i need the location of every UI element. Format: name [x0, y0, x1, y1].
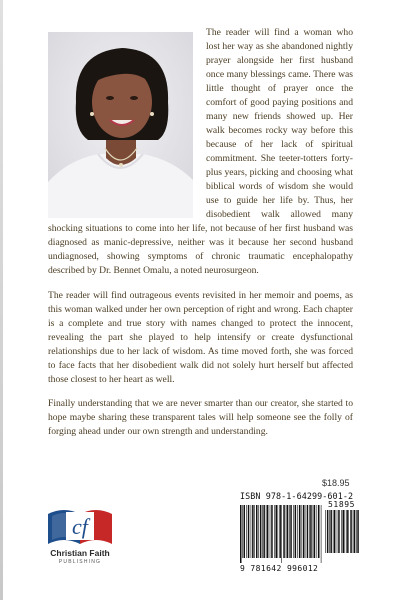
barcode-bar	[338, 510, 340, 553]
barcode-supplement-bars	[325, 510, 359, 558]
publisher-subtitle: PUBLISHING	[58, 559, 102, 565]
barcode-bar	[348, 510, 349, 553]
barcode-bar	[270, 505, 271, 558]
back-cover-blurb	[48, 26, 353, 450]
barcode-bar	[350, 510, 352, 553]
barcode-bar	[271, 505, 273, 558]
barcode-bar	[327, 510, 329, 553]
barcode-number: 9 781642 996012	[240, 564, 319, 573]
barcode-bar	[279, 505, 281, 558]
barcode-bar	[256, 505, 258, 558]
barcode-main-bars	[240, 505, 322, 563]
barcode-bar	[301, 505, 302, 558]
barcode-bar	[330, 510, 332, 553]
barcode-bar	[314, 505, 316, 558]
barcode-bar	[240, 505, 242, 563]
barcode-bar	[356, 510, 357, 553]
barcode-bar	[244, 505, 246, 558]
publisher-name: Christian Faith	[50, 548, 110, 558]
barcode-bar	[258, 505, 259, 558]
barcode-bar	[299, 505, 301, 558]
publisher-monogram: cf	[72, 514, 88, 539]
barcode-bar	[246, 505, 247, 558]
barcode-bar	[317, 505, 318, 558]
barcode-bar	[357, 510, 359, 553]
barcode-bar	[287, 505, 289, 558]
barcode-supplement-number: 51895	[328, 500, 356, 509]
barcode-bar	[262, 505, 263, 558]
barcode-bar	[310, 505, 312, 558]
price-label: $18.95	[322, 478, 350, 488]
barcode-bar	[248, 505, 250, 558]
barcode-bar	[297, 505, 298, 558]
publisher-logo	[40, 502, 120, 582]
barcode-bar	[289, 505, 290, 558]
barcode-bar	[346, 510, 348, 553]
barcode-bar	[286, 505, 287, 558]
book-icon	[44, 502, 116, 546]
barcode-bar	[353, 510, 354, 553]
barcode-bar	[274, 505, 275, 558]
barcode-bar	[334, 510, 336, 553]
barcode-bar	[329, 510, 330, 553]
barcode-bar	[321, 505, 322, 563]
barcode-bar	[278, 505, 279, 558]
blurb-paragraph-3: Finally understanding that we are never smarter than our creator, she started to hope maybe sharing these transparent tales will help someone see the folly of forging ahead under our own strength and understanding.	[48, 398, 353, 437]
barcode-bar	[333, 510, 334, 553]
barcode-bar	[263, 505, 265, 558]
barcode-bar	[267, 505, 269, 558]
barcode-bar	[341, 510, 342, 553]
barcode-bar	[266, 505, 267, 558]
barcode-bar	[251, 505, 252, 558]
barcode-bar	[242, 505, 243, 558]
barcode-bar	[290, 505, 292, 558]
barcode-bar	[309, 505, 310, 558]
barcode-bar	[295, 505, 297, 558]
barcode-bar	[252, 505, 254, 558]
barcode-bar	[305, 505, 306, 558]
barcode-bar	[283, 505, 285, 558]
barcode-bar	[303, 505, 305, 558]
blurb-paragraph-2: The reader will find outrageous events revisited in her memoir and poems, as this woman walked under her own perception of right and wrong. Each chapter is a complete and true story with names changed to protect the innocent, revealing the part she played to help intensify or create dysfunctional relationships due to her lack of wisdom. As time moved forth, she was forced to face facts that her disobedient walk did not solely hurt herself but affected those closest to her heart as well.	[48, 289, 353, 385]
barcode-bar	[343, 510, 345, 553]
barcode-bar	[293, 505, 294, 558]
barcode-bar	[281, 505, 282, 563]
barcode-bar	[337, 510, 338, 553]
barcode-bar	[318, 505, 320, 558]
barcode-bar	[276, 505, 278, 558]
barcode-bar	[260, 505, 262, 558]
barcode-bar	[354, 510, 356, 553]
barcode-bar	[254, 505, 255, 558]
barcode-bar	[313, 505, 314, 558]
barcode-bar	[345, 510, 346, 553]
isbn-text: ISBN 978-1-64299-601-2	[240, 491, 354, 501]
barcode-bar	[325, 510, 326, 553]
barcode-bar	[307, 505, 309, 558]
blurb-paragraph-1: The reader will find a woman who lost her way as she abandoned nightly prayer alongside her first husband once many blessings came. There was little thought of prayer once the comfort of good paying positions and many new friends showed up. Her walk becomes rocky way before this because of her lack of spiritual commitment. She teeter-totters forty-plus years, picking and choosing what biblical words of wisdom she would use to guide her life by. Thus, her disobedient walk allowed many shocking situations to come into her life, not because of her first husband was diagnosed as manic-depressive, neither was it because her second husband undiagnosed, showing symptoms of chronic traumatic encephalopathy described by Dr. Bennet Omalu, a noted neurosurgeon.	[48, 27, 353, 276]
